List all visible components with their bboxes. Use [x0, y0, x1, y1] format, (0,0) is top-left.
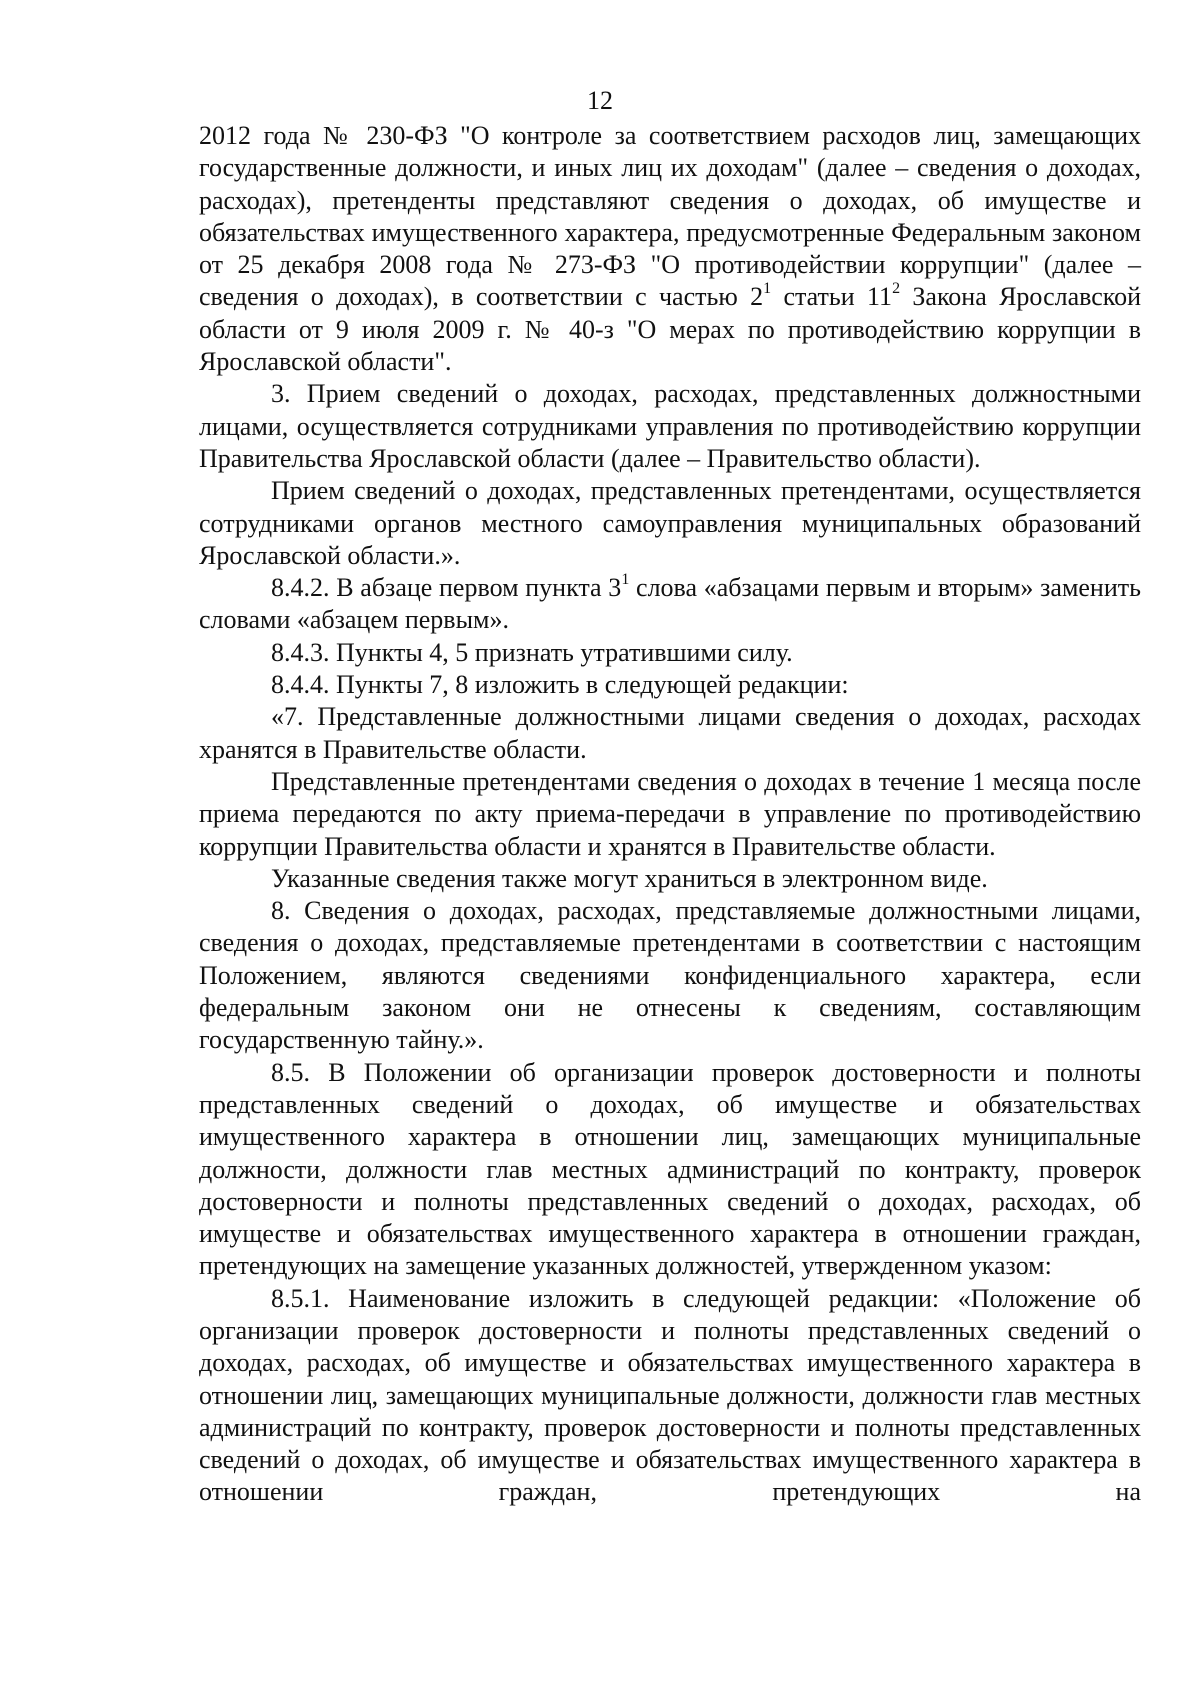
paragraph-8-5-1: 8.5.1. Наименование изложить в следующей редакции: «Положение об организации проверок достоверности и полноты представленных сведений о доходах, расходах, об имуществе и обязательствах имущественного характера в отношении лиц, замещающих муниципальные должности, должности глав местных администраций по контракту, проверок достоверности и полноты представленных сведений о доходах, об имуществе и обязательствах имущественного характера в отношении граждан, претендующих на — [199, 1283, 1141, 1507]
superscript: 1 — [621, 570, 630, 588]
paragraph-text: 2012 года № 230-ФЗ "О контроле за соответствием расходов лиц, замещающих государственные должности, и иных лиц их доходам" (далее – сведения о доходах, расходах), претенденты представляют сведения о доходах, об имуществе и обязательствах имущественного характера, предусмотренные Федеральным законом от 25 декабря 2008 года № 273-ФЗ "О противодействии коррупции" (далее – сведения о доходах), в соответствии с частью 2 — [199, 121, 1141, 312]
paragraph-8-5: 8.5. В Положении об организации проверок достоверности и полноты представленных сведений о доходах, об имуществе и обязательствах имущественного характера в отношении лиц, замещающих муниципальные должности, должности глав местных администраций по контракту, проверок достоверности и полноты представленных сведений о доходах, расходах, об имуществе и обязательствах имущественного характера в отношении граждан, претендующих на замещение указанных должностей, утвержденном указом: — [199, 1057, 1141, 1281]
paragraph-8: 8. Сведения о доходах, расходах, представляемые должностными лицами, сведения о доходах, представляемые претендентами в соответствии с настоящим Положением, являются сведениями конфиденциального характера, если федеральным законом они не отнесены к сведениям, составляющим государственную тайну.». — [199, 896, 1141, 1055]
paragraph-text: слова «абзацами первым и вторым» заменить словами «абзацем первым». — [199, 573, 1141, 635]
document-body — [199, 120, 1141, 1509]
paragraph-electronic: Указанные сведения также могут храниться в электронном виде. — [271, 863, 988, 893]
page-number: 12 — [587, 86, 613, 115]
paragraph-text: Закона Ярославской области от 9 июля 2009 г. № 40-з "О мерах по противодействию коррупции в Ярославской области". — [199, 282, 1142, 377]
paragraph-text: 8.4.2. В абзаце первом пункта 3 — [271, 573, 622, 603]
paragraph-continuation — [199, 120, 1141, 378]
paragraph-3: 3. Прием сведений о доходах, расходах, представленных должностными лицами, осуществляется сотрудниками управления по противодействию коррупции Правительства Ярославской области (далее – Правительство области). — [199, 379, 1141, 473]
paragraph-8-4-3: 8.4.3. Пункты 4, 5 признать утратившими силу. — [271, 637, 793, 667]
superscript: 2 — [892, 279, 901, 297]
paragraph-text: статьи 11 — [771, 282, 893, 312]
superscript: 1 — [763, 279, 772, 297]
paragraph-8-4-4: 8.4.4. Пункты 7, 8 изложить в следующей редакции: — [271, 670, 849, 700]
paragraph-reception: Прием сведений о доходах, представленных претендентами, осуществляется сотрудниками органов местного самоуправления муниципальных образований Ярославской области.». — [199, 476, 1141, 570]
paragraph-7: «7. Представленные должностными лицами сведения о доходах, расходах хранятся в Правительстве области. — [199, 702, 1141, 764]
paragraph-8-4-2 — [199, 572, 1141, 637]
paragraph-storage: Представленные претендентами сведения о доходах в течение 1 месяца после приема передаются по акту приема-передачи в управление по противодействию коррупции Правительства области и хранятся в Правительстве области. — [199, 766, 1141, 861]
